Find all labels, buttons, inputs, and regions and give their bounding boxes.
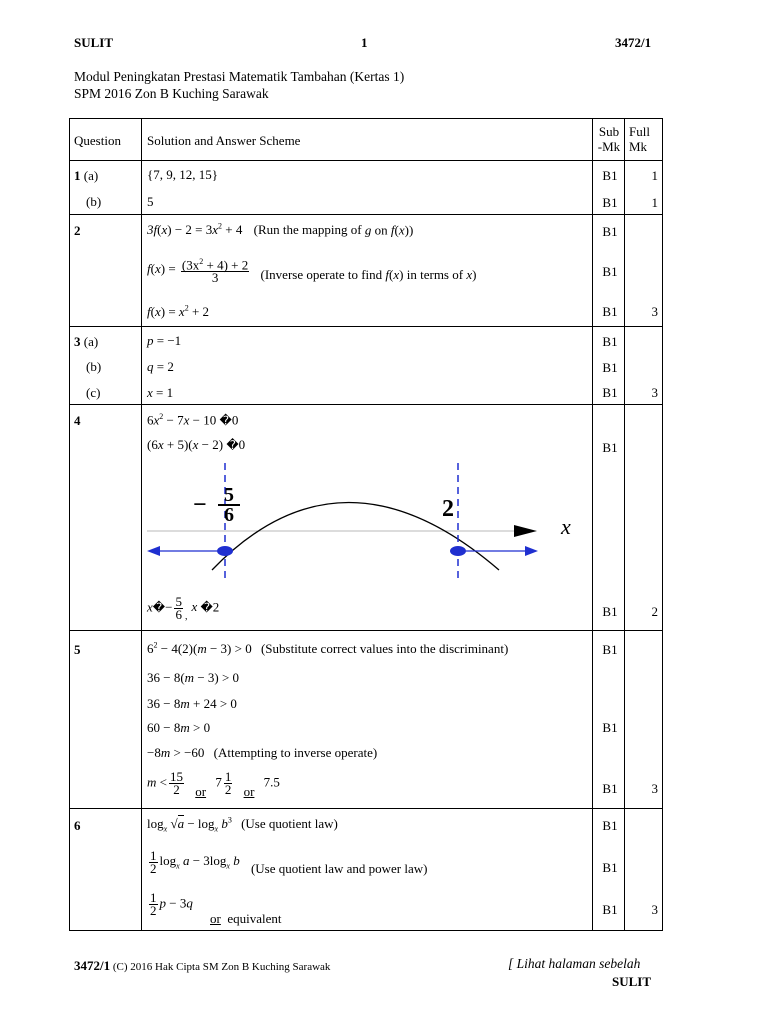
- q3-part-b-label: (b): [86, 359, 102, 374]
- graph-right-root-label: 2: [442, 496, 454, 522]
- q5-step4: 60 − 8m > 0: [147, 720, 211, 735]
- graph-neg-sign: −: [193, 492, 207, 518]
- q5-final-answer: m < $\frac{15}{2}$ or 7 $\frac{1}{2}$ or 7.5: [147, 769, 280, 800]
- q3c-answer: x = 1: [147, 385, 174, 400]
- q5-step1: $6^2 - 4(2)(m - 3) > 0$ (Substitute correct values into the discriminant): [147, 641, 509, 657]
- q6-or-equivalent: or equivalent: [210, 911, 282, 926]
- q2-sub-mark-2: B1: [602, 264, 618, 279]
- q6-label: 6: [74, 818, 81, 833]
- q3b-answer: q = 2: [147, 359, 174, 374]
- footer-next-page: [ Lihat halaman sebelah: [508, 956, 641, 971]
- q3-label: 3 (a): [74, 334, 99, 349]
- q5-label: 5: [74, 642, 81, 657]
- q5-full-mark: 3: [651, 781, 658, 796]
- page-number: 1: [361, 35, 368, 50]
- q3b-sub-mark: B1: [602, 360, 618, 375]
- header-full-mark: Full Mk: [629, 124, 650, 154]
- x-axis-arrowhead: [514, 525, 537, 537]
- q6-step2: $\frac{1}{2}$ $\log_x a - 3\log_x$ b (Use quotient law and power law): [150, 848, 428, 877]
- q1b-full-mark: 1: [651, 195, 658, 210]
- q1b-sub-mark: B1: [602, 195, 618, 210]
- q3a-answer: p = −1: [147, 333, 182, 348]
- right-root-point: [450, 546, 466, 556]
- q5-step3: 36 − 8m + 24 > 0: [147, 696, 237, 711]
- header-solution: Solution and Answer Scheme: [147, 133, 301, 148]
- q1-part-b-label: (b): [86, 194, 102, 209]
- q6-sub-mark-3: B1: [602, 902, 618, 917]
- q5-sub-mark-1: B1: [602, 642, 618, 657]
- q5-sub-mark-3: B1: [602, 781, 618, 796]
- q1a-answer: {7, 9, 12, 15}: [147, 167, 218, 182]
- q3c-sub-mark: B1: [602, 385, 618, 400]
- q5-sub-mark-2: B1: [602, 720, 618, 735]
- q1a-full-mark: 1: [651, 168, 658, 183]
- graph-x-axis-label: x: [561, 514, 571, 539]
- paper-code: 3472/1: [615, 35, 652, 50]
- q1-label: 1 (a): [74, 168, 99, 183]
- document-title: Modul Peningkatan Prestasi Matematik Tambahan (Kertas 1): [74, 69, 405, 84]
- q2-step2: f(x) = $\frac{(3x^2 + 4) + 2}{3}$ (Inverse operate to find f(x) in terms of x): [147, 257, 477, 286]
- graph-left-root-label: 5 6: [218, 486, 240, 524]
- q2-label: 2: [74, 223, 81, 238]
- left-root-point: [217, 546, 233, 556]
- header-sulit: SULIT: [74, 35, 114, 50]
- document-subtitle: SPM 2016 Zon B Kuching Sarawak: [74, 86, 269, 101]
- q5-step5: −8m > −60 (Attempting to inverse operate): [147, 745, 378, 760]
- q6-step1: $\log_x √a - \log_x b^3$ (Use quotient law): [147, 816, 338, 834]
- q4-sub-mark-1: B1: [602, 440, 618, 455]
- q4-step2: (6x + 5)(x − 2) �0: [147, 437, 246, 452]
- parabola-curve: [212, 503, 499, 571]
- q4-full-mark: 2: [651, 604, 658, 619]
- q3a-sub-mark: B1: [602, 334, 618, 349]
- q4-sketch-graph: [142, 455, 582, 585]
- q6-full-mark: 3: [651, 902, 658, 917]
- q2-sub-mark-1: B1: [602, 224, 618, 239]
- header-question: Question: [74, 133, 121, 148]
- q2-step3: $f(x) = x^2 + 2$: [147, 304, 210, 320]
- q2-sub-mark-3: B1: [602, 304, 618, 319]
- right-region-arrowhead: [525, 546, 538, 556]
- q1b-answer: 5: [147, 194, 154, 209]
- q2-step1: $3f(x) - 2 = 3x^2 + 4$ (Run the mapping of g on f(x)): [147, 222, 414, 238]
- q3-part-c-label: (c): [86, 385, 101, 400]
- q5-step2: 36 − 8(m − 3) > 0: [147, 670, 240, 685]
- q6-sub-mark-1: B1: [602, 818, 618, 833]
- footer-sulit: SULIT: [612, 974, 652, 989]
- q2-full-mark: 3: [651, 304, 658, 319]
- q6-final-answer: $\frac{1}{2}$ p − 3q: [150, 890, 193, 918]
- left-region-arrowhead: [147, 546, 160, 556]
- footer-copyright: 3472/1 (C) 2016 Hak Cipta SM Zon B Kuching Sarawak: [74, 958, 331, 973]
- q1a-sub-mark: B1: [602, 168, 618, 183]
- q4-label: 4: [74, 413, 81, 428]
- q4-step1: $6x^2 - 7x - 10$ �0: [147, 412, 239, 428]
- q4-sub-mark-2: B1: [602, 604, 618, 619]
- q3-full-mark: 3: [651, 385, 658, 400]
- q4-final-answer: x�− $\frac{5}{6}$ $_,$x �2: [147, 594, 220, 623]
- q6-sub-mark-2: B1: [602, 860, 618, 875]
- header-sub-mark: Sub -Mk: [597, 124, 621, 154]
